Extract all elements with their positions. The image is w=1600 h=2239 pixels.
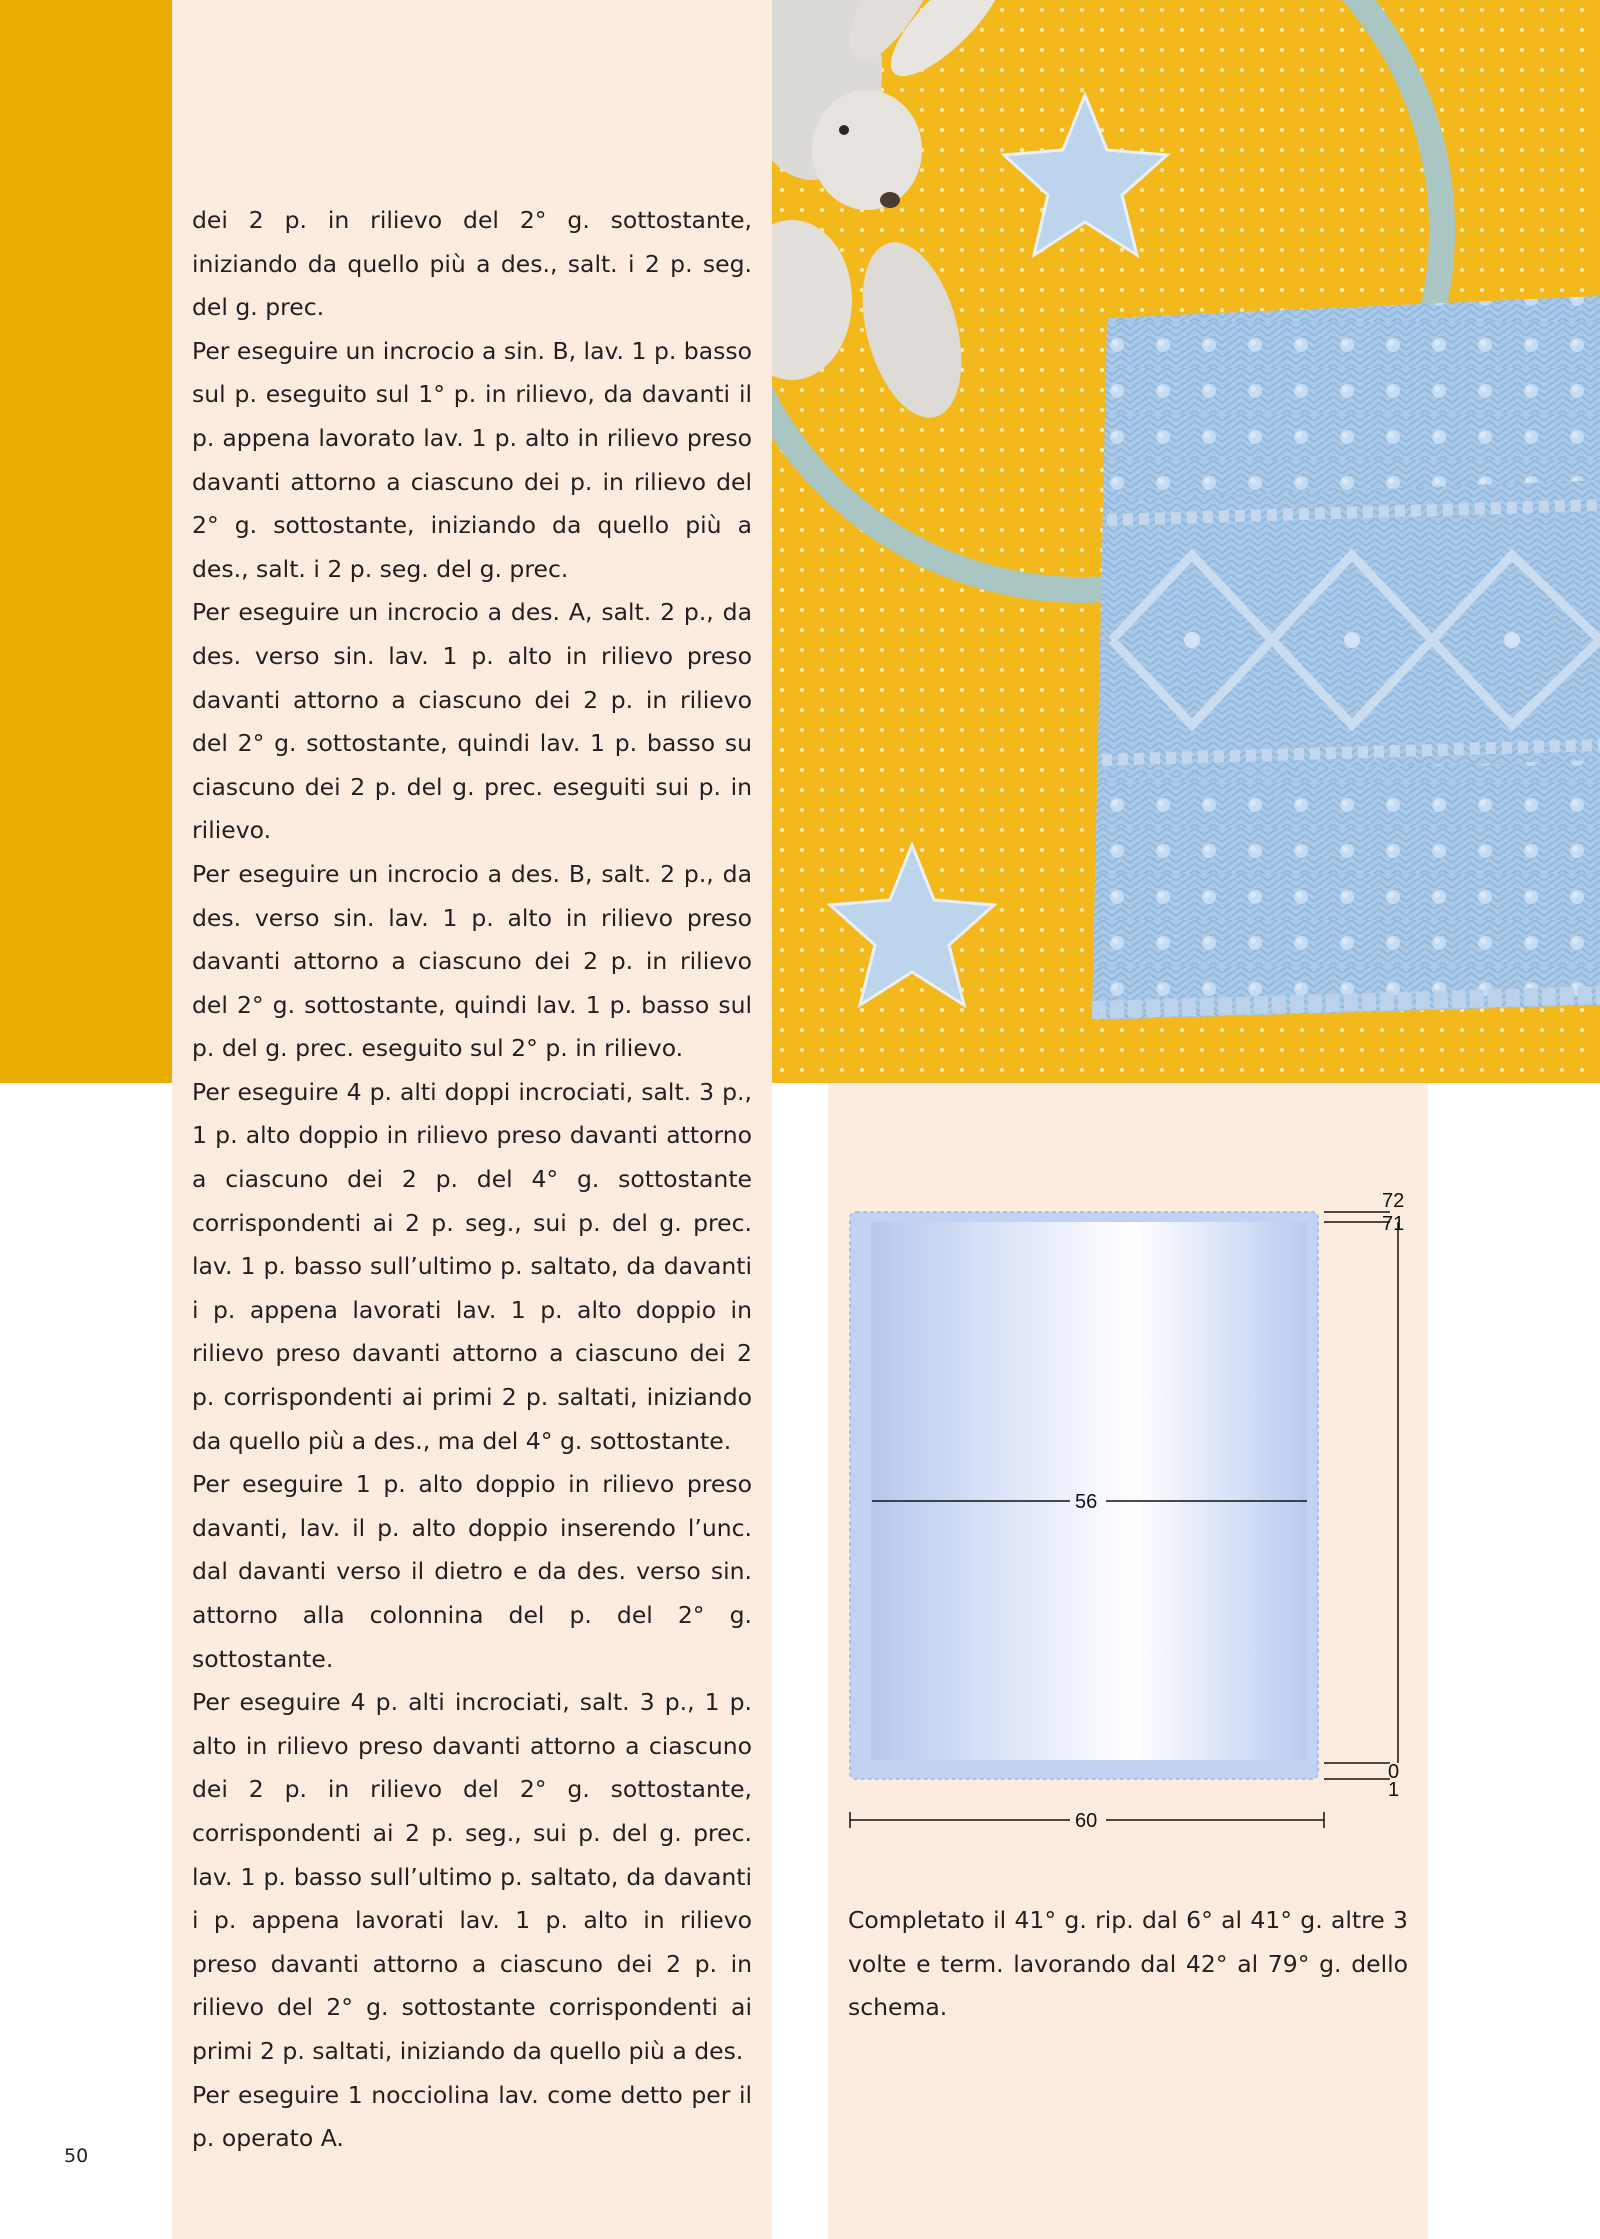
instruction-paragraph: Per eseguire un incrocio a sin. B, lav. 1 p. basso sul p. eseguito sul 1° p. in rilievo, da davanti il p. appena lavorato lav. 1 p. alto in rilievo preso davanti attorno a ciascuno dei p. in rilievo del 2° g. sottostante, iniziando da quello più a des., salt. i 2 p. seg. del g. prec. (192, 336, 752, 583)
dim-label-56: 56 (1075, 1491, 1098, 1513)
yellow-accent-band (0, 0, 172, 1083)
blanket-photo-illustration (772, 0, 1600, 1083)
dim-label-0: 0 (1388, 1761, 1400, 1783)
instruction-paragraph: dei 2 p. in rilievo del 2° g. sottostante, iniziando da quello più a des., salt. i 2 p. seg. del g. prec. (192, 206, 752, 322)
dim-label-71: 71 (1382, 1213, 1405, 1235)
diagram-caption: Completato il 41° g. rip. dal 6° al 41° g. altre 3 volte e term. lavorando dal 42° al 79° g. dello schema. (848, 1906, 1408, 2022)
blanket-schematic (830, 1180, 1430, 1860)
instructions-text (192, 199, 752, 2161)
instruction-paragraph: Per eseguire 4 p. alti doppi incrociati, salt. 3 p., 1 p. alto doppio in rilievo preso davanti attorno a ciascuno dei 2 p. del 4° g. sottostante corrispondenti ai 2 p. seg., sui p. del g. prec. lav. 1 p. basso sull’ultimo p. saltato, da davanti i p. appena lavorati lav. 1 p. alto doppio in rilievo preso davanti attorno a ciascuno dei 2 p. corrispondenti ai primi 2 p. saltati, iniziando da quello più a des., ma del 4° g. sottostante. (192, 1077, 752, 1455)
instruction-paragraph: Per eseguire 4 p. alti incrociati, salt. 3 p., 1 p. alto in rilievo preso davanti attorno a ciascuno dei 2 p. in rilievo del 2° g. sottostante, corrispondenti ai 2 p. seg., sui p. del g. prec. lav. 1 p. basso sull’ultimo p. saltato, da davanti i p. appena lavorati lav. 1 p. alto in rilievo preso davanti attorno a ciascuno dei 2 p. in rilievo del 2° g. sottostante corrispondenti ai primi 2 p. saltati, iniziando da quello più a des. (192, 1688, 752, 2065)
instruction-paragraph: Per eseguire un incrocio a des. A, salt. 2 p., da des. verso sin. lav. 1 p. alto in rilievo preso davanti attorno a ciascuno dei 2 p. in rilievo del 2° g. sottostante, quindi lav. 1 p. basso su ciascuno dei 2 p. del g. prec. eseguiti sui p. in rilievo. (192, 598, 752, 845)
blanket-photo (772, 0, 1600, 1083)
instruction-paragraph: Per eseguire un incrocio a des. B, salt. 2 p., da des. verso sin. lav. 1 p. alto in rilievo preso davanti attorno a ciascuno dei 2 p. in rilievo del 2° g. sottostante, quindi lav. 1 p. basso sul p. del g. prec. eseguito sul 2° p. in rilievo. (192, 859, 752, 1063)
page-number: 50 (64, 2145, 89, 2167)
dim-label-1: 1 (1388, 1779, 1400, 1801)
instruction-paragraph: Per eseguire 1 nocciolina lav. come detto per il p. operato A. (192, 2080, 752, 2153)
schematic-svg (830, 1180, 1430, 1860)
dim-label-60: 60 (1075, 1810, 1098, 1832)
knitted-blanket (1092, 296, 1600, 1020)
instruction-paragraph: Per eseguire 1 p. alto doppio in rilievo preso davanti, lav. il p. alto doppio inserendo l’unc. dal davanti verso il dietro e da des. verso sin. attorno alla colonnina del p. del 2° g. sottostante. (192, 1470, 752, 1673)
dim-label-72: 72 (1382, 1190, 1405, 1212)
